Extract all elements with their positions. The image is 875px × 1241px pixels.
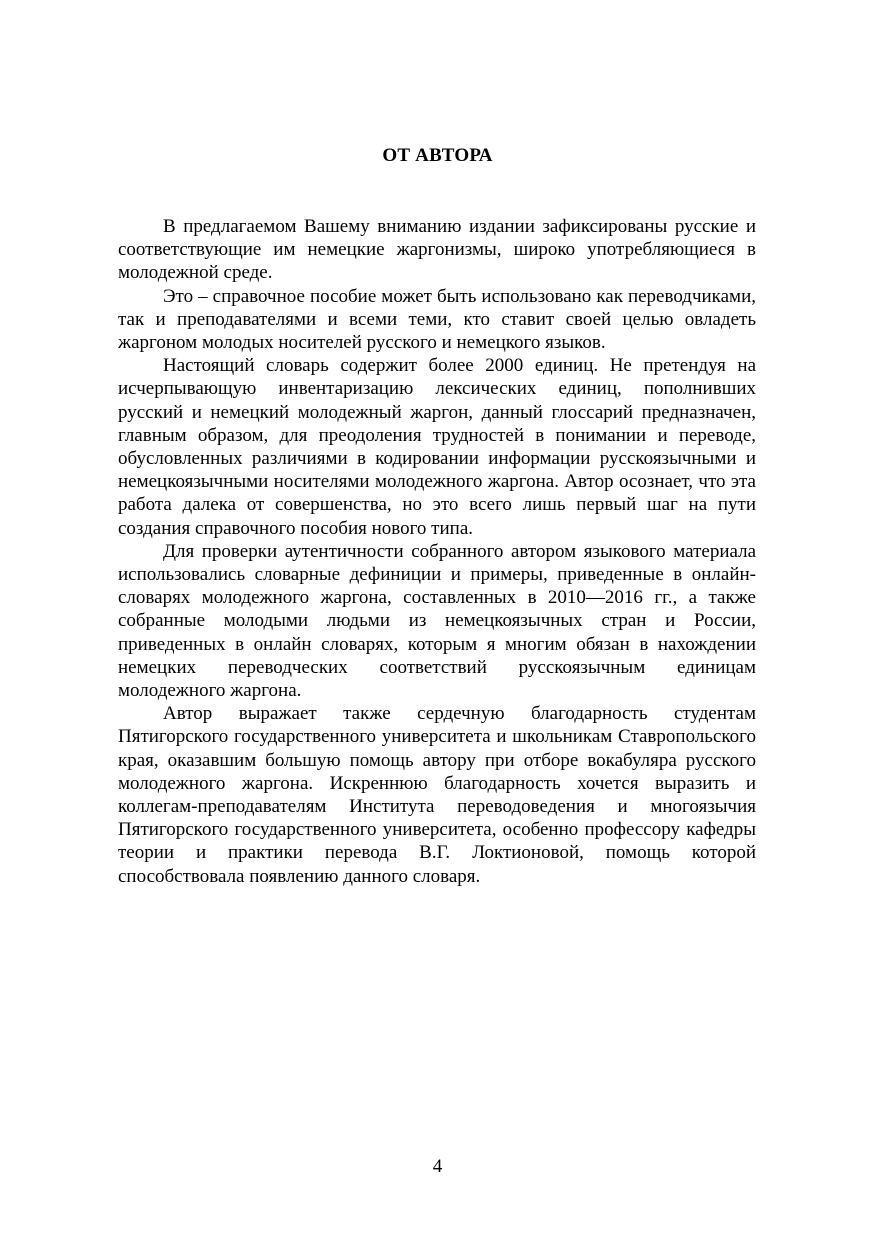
paragraph-scope: Настоящий словарь содержит более 2000 единиц. Не претендуя на исчерпывающую инвентаризацию лексических единиц, пополнивших русский и немецкий молодежный жаргон, данный глоссарий предназначен, главным образом, для преодоления трудностей в понимании и переводе, обусловленных различиями в кодировании информации русскоязычными и немецкоязычными носителями молодежного жаргона. Автор осознает, что эта работа далека от совершенства, но это всего лишь первый шаг на пути создания справочного пособия нового типа. (118, 355, 756, 539)
paragraph-intro: В предлагаемом Вашему вниманию издании зафиксированы русские и соответствующие им немецкие жаргонизмы, широко употребляющиеся в молодежной среде. (118, 216, 756, 284)
body-text (118, 215, 756, 888)
paragraph-sources: Для проверки аутентичности собранного автором языкового материала использовались словарные дефиниции и примеры, приведенные в онлайн-словарях молодежного жаргона, составленных в 2010—2016 гг., а также собранные молодыми людьми из немецкоязычных стран и России, приведенных в онлайн словарях, которым я многим обязан в нахождении немецких переводческих соответствий русскоязычным единицам молодежного жаргона. (118, 540, 756, 702)
page-title: ОТ АВТОРА (382, 145, 493, 166)
paragraph-purpose: Это – справочное пособие может быть использовано как переводчиками, так и преподавателями и всеми теми, кто ставит своей целью овладеть жаргоном молодых носителей русского и немецкого языков. (118, 285, 756, 354)
paragraph-acknowledgements: Автор выражает также сердечную благодарность студентам Пятигорского государственного университета и школьникам Ставропольского края, оказавшим большую помощь автору при отборе вокабуляра русского молодежного жаргона. Искреннюю благодарность хочется выразить и коллегам-преподавателям Института переводоведения и многоязычия Пятигорского государственного университета, особенно профессору кафедры теории и практики перевода В.Г. Локтионовой, помощь которой способствовала появлению данного словаря. (118, 703, 756, 887)
page-number: 4 (432, 1156, 443, 1177)
